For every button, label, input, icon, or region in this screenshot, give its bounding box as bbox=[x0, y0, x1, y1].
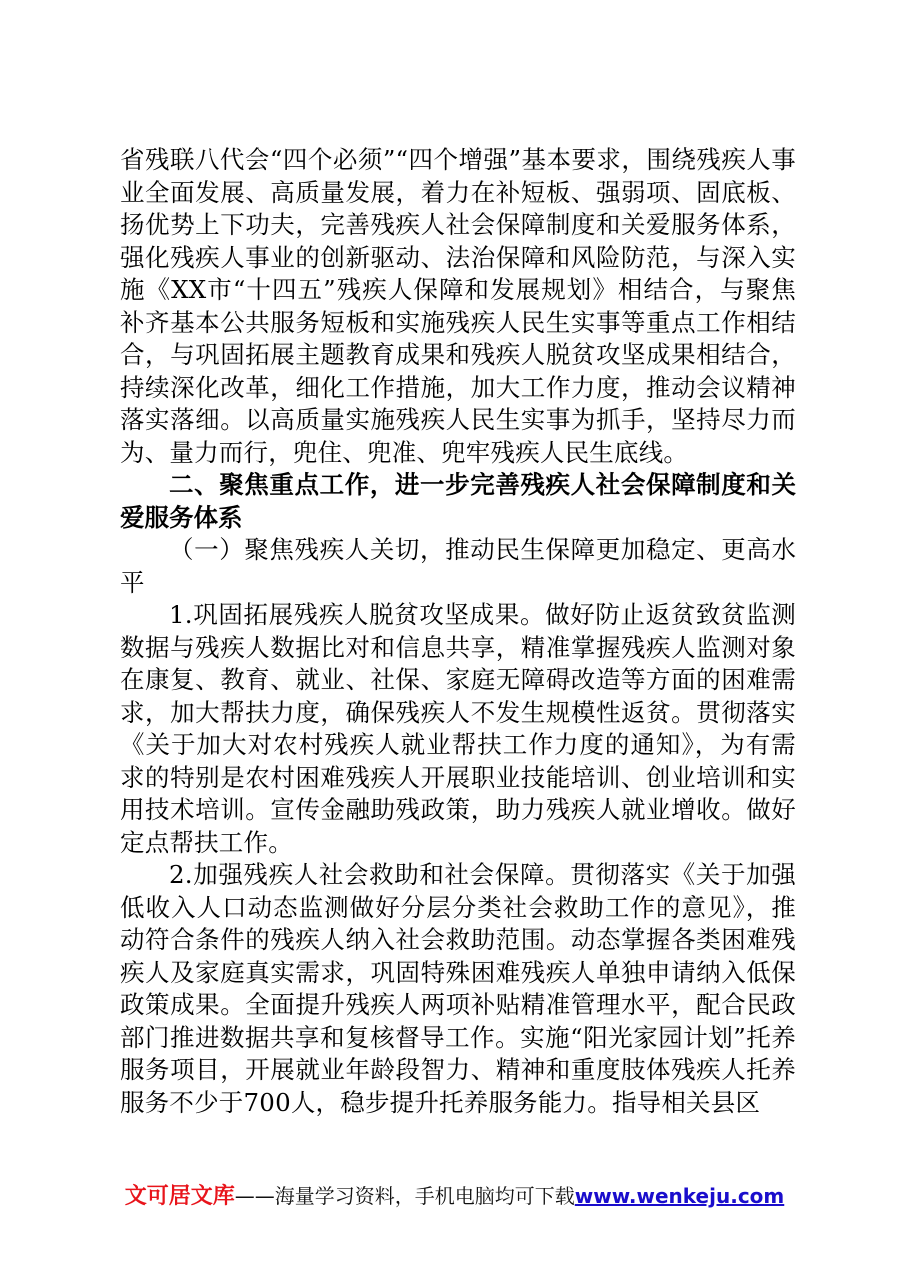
section-heading: 二、聚焦重点工作，进一步完善残疾人社会保障制度和关爱服务体系 bbox=[120, 470, 796, 532]
footer-brand: 文可居文库 bbox=[124, 1184, 235, 1209]
subsection-heading: （一）聚焦残疾人关切，推动民生保障更加稳定、更高水平 bbox=[120, 535, 796, 597]
paragraph-continued: 省残联八代会“四个必须”“四个增强”基本要求，围绕残疾人事业全面发展、高质量发展，着力在补短板、强弱项、固底板、扬优势上下功夫，完善残疾人社会保障制度和关爱服务体系，强化残疾人事业的创新驱动、法治保障和风险防范，与深入实施《XX市“十四五”残疾人保障和发展规划》相结合，与聚焦补齐基本公共服务短板和实施残疾人民生实事等重点工作相结合，与巩固拓展主题教育成果和残疾人脱贫攻坚成果相结合，持续深化改革，细化工作措施，加大工作力度，推动会议精神落实落细。以高质量实施残疾人民生实事为抓手，坚持尽力而为、量力而行，兜住、兜准、兜牢残疾人民生底线。 bbox=[120, 145, 796, 467]
document-page bbox=[120, 144, 796, 1119]
footer-tagline: ——海量学习资料，手机电脑均可下载 bbox=[234, 1184, 575, 1208]
footer-url-link[interactable]: www.wenkeju.com bbox=[574, 1184, 785, 1208]
paragraph-item-1: 1.巩固拓展残疾人脱贫攻坚成果。做好防止返贫致贫监测数据与残疾人数据比对和信息共享，精准掌握残疾人监测对象在康复、教育、就业、社保、家庭无障碍改造等方面的困难需求，加大帮扶力度，确保残疾人不发生规模性返贫。贯彻落实《关于加大对农村残疾人就业帮扶工作力度的通知》，为有需求的特别是农村困难残疾人开展职业技能培训、创业培训和实用技术培训。宣传金融助残政策，助力残疾人就业增收。做好定点帮扶工作。 bbox=[120, 600, 796, 857]
paragraph-item-2: 2.加强残疾人社会救助和社会保障。贯彻落实《关于加强低收入人口动态监测做好分层分类社会救助工作的意见》，推动符合条件的残疾人纳入社会救助范围。动态掌握各类困难残疾人及家庭真实需求，巩固特殊困难残疾人单独申请纳入低保政策成果。全面提升残疾人两项补贴精准管理水平，配合民政部门推进数据共享和复核督导工作。实施“阳光家园计划”托养服务项目，开展就业年龄段智力、精神和重度肢体残疾人托养服务不少于700人，稳步提升托养服务能力。指导相关县区 bbox=[120, 860, 796, 1117]
footer-banner bbox=[0, 1183, 909, 1210]
